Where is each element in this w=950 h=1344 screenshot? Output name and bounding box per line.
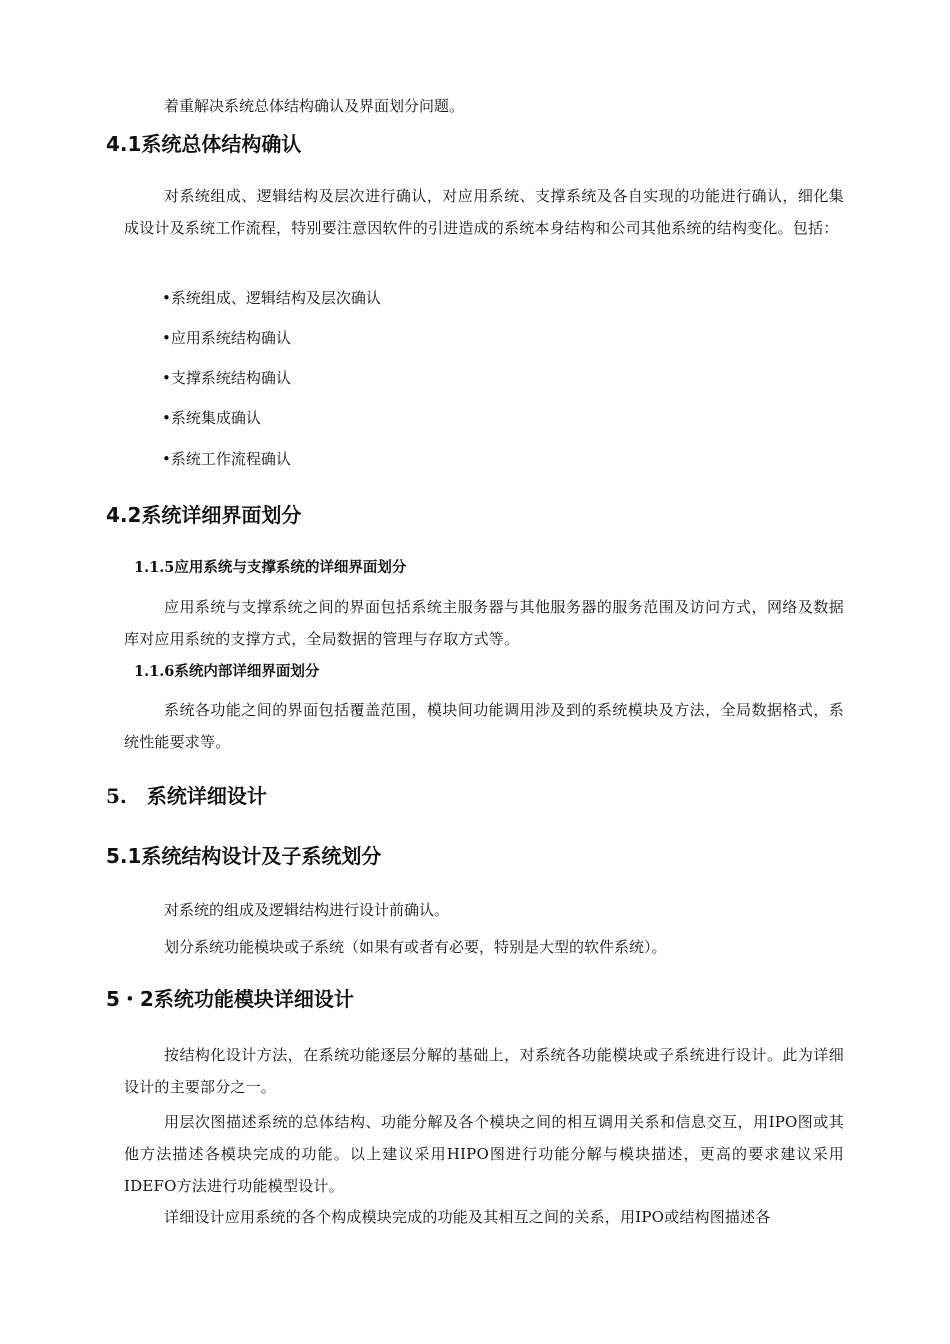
paragraph-5-1-a: 对系统的组成及逻辑结构进行设计前确认。 xyxy=(164,901,450,919)
heading-1-1-6: 1.1.6系统内部详细界面划分 xyxy=(134,663,320,680)
heading-5-2: 5・2系统功能模块详细设计 xyxy=(106,987,354,1011)
bullet-item: •系统集成确认 xyxy=(162,409,261,427)
bullet-item: •应用系统结构确认 xyxy=(162,329,291,347)
bullet-item: •系统工作流程确认 xyxy=(162,450,291,468)
heading-5-1: 5.1系统结构设计及子系统划分 xyxy=(106,844,382,868)
paragraph-1-1-5: 应用系统与支撑系统之间的界面包括系统主服务器与其他服务器的服务范围及访问方式，网络及数据库对应用系统的支撑方式，全局数据的管理与存取方式等。 xyxy=(124,598,844,648)
paragraph-5-2-a: 按结构化设计方法，在系统功能逐层分解的基础上，对系统各功能模块或子系统进行设计。此为详细设计的主要部分之一。 xyxy=(124,1046,844,1096)
heading-4-1: 4.1系统总体结构确认 xyxy=(106,132,302,156)
paragraph-4-1: 对系统组成、逻辑结构及层次进行确认，对应用系统、支撑系统及各自实现的功能进行确认，细化集成设计及系统工作流程，特别要注意因软件的引进造成的系统本身结构和公司其他系统的结构变化。包括： xyxy=(124,187,844,237)
heading-1-1-5: 1.1.5应用系统与支撑系统的详细界面划分 xyxy=(134,559,407,576)
paragraph-5-2-b: 用层次图描述系统的总体结构、功能分解及各个模块之间的相互调用关系和信息交互，用IPO图或其他方法描述各模块完成的功能。以上建议采用HIPO图进行功能分解与模块描述，更高的要求建议采用IDEFO方法进行功能模型设计。 xyxy=(124,1113,844,1195)
paragraph-1-1-6: 系统各功能之间的界面包括覆盖范围，模块间功能调用涉及到的系统模块及方法，全局数据格式，系统性能要求等。 xyxy=(124,701,844,751)
intro-paragraph: 着重解决系统总体结构确认及界面划分问题。 xyxy=(164,97,465,115)
bullet-item: •支撑系统结构确认 xyxy=(162,369,291,387)
paragraph-5-1-b: 划分系统功能模块或子系统（如果有或者有必要，特别是大型的软件系统）。 xyxy=(164,938,667,956)
heading-5: 5. 系统详细设计 xyxy=(106,784,267,808)
bullet-item: •系统组成、逻辑结构及层次确认 xyxy=(162,289,381,307)
paragraph-5-2-c: 详细设计应用系统的各个构成模块完成的功能及其相互之间的关系，用IPO或结构图描述各 xyxy=(164,1208,771,1226)
heading-4-2: 4.2系统详细界面划分 xyxy=(106,503,302,527)
